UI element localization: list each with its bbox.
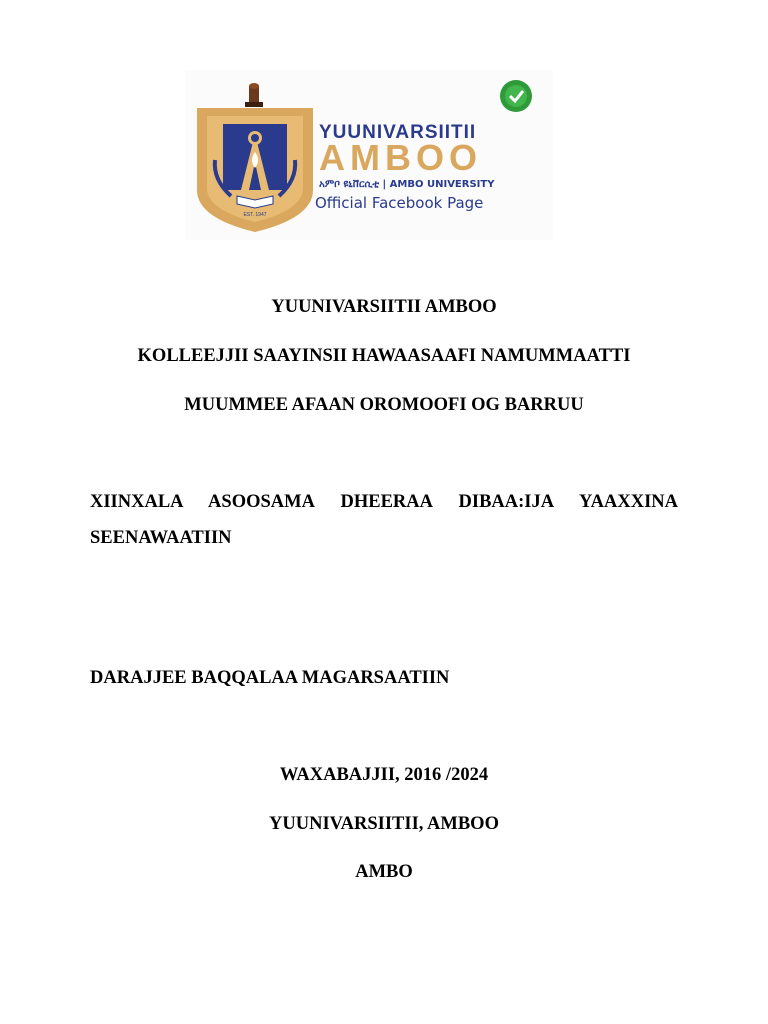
- logo-amboo-text: AMBOO: [319, 137, 482, 178]
- university-logo: [185, 70, 553, 240]
- logo-facebook-text: Official Facebook Page: [315, 194, 484, 212]
- college-heading: KOLLEEJJII SAAYINSII HAWAASAAFI NAMUMMAATTI: [137, 346, 631, 366]
- thesis-title-line-2: SEENAWAATIIN: [90, 528, 232, 548]
- author-name: DARAJJEE BAQQALAA MAGARSAATIIN: [90, 668, 450, 688]
- torch-icon: [245, 83, 263, 107]
- verified-badge-icon: [500, 80, 532, 112]
- footer-city: AMBO: [355, 862, 413, 882]
- university-heading: YUUNIVARSIITII AMBOO: [271, 297, 497, 317]
- submission-date: WAXABAJJII, 2016 /2024: [279, 765, 489, 785]
- thesis-title-line-1: XIINXALA ASOOSAMA DHEERAA DIBAA:IJA YAAXXINA: [90, 492, 678, 512]
- logo-university-text: YUUNIVARSIITII: [319, 122, 477, 143]
- logo-est-text: EST. 1947: [243, 212, 267, 218]
- department-heading: MUUMMEE AFAAN OROMOOFI OG BARRUU: [184, 395, 584, 415]
- logo-bilingual-text: አምቦ ዩኒቨርሲቲ | AMBO UNIVERSITY: [319, 179, 495, 190]
- footer-institution: YUUNIVARSIITII, AMBOO: [269, 814, 499, 834]
